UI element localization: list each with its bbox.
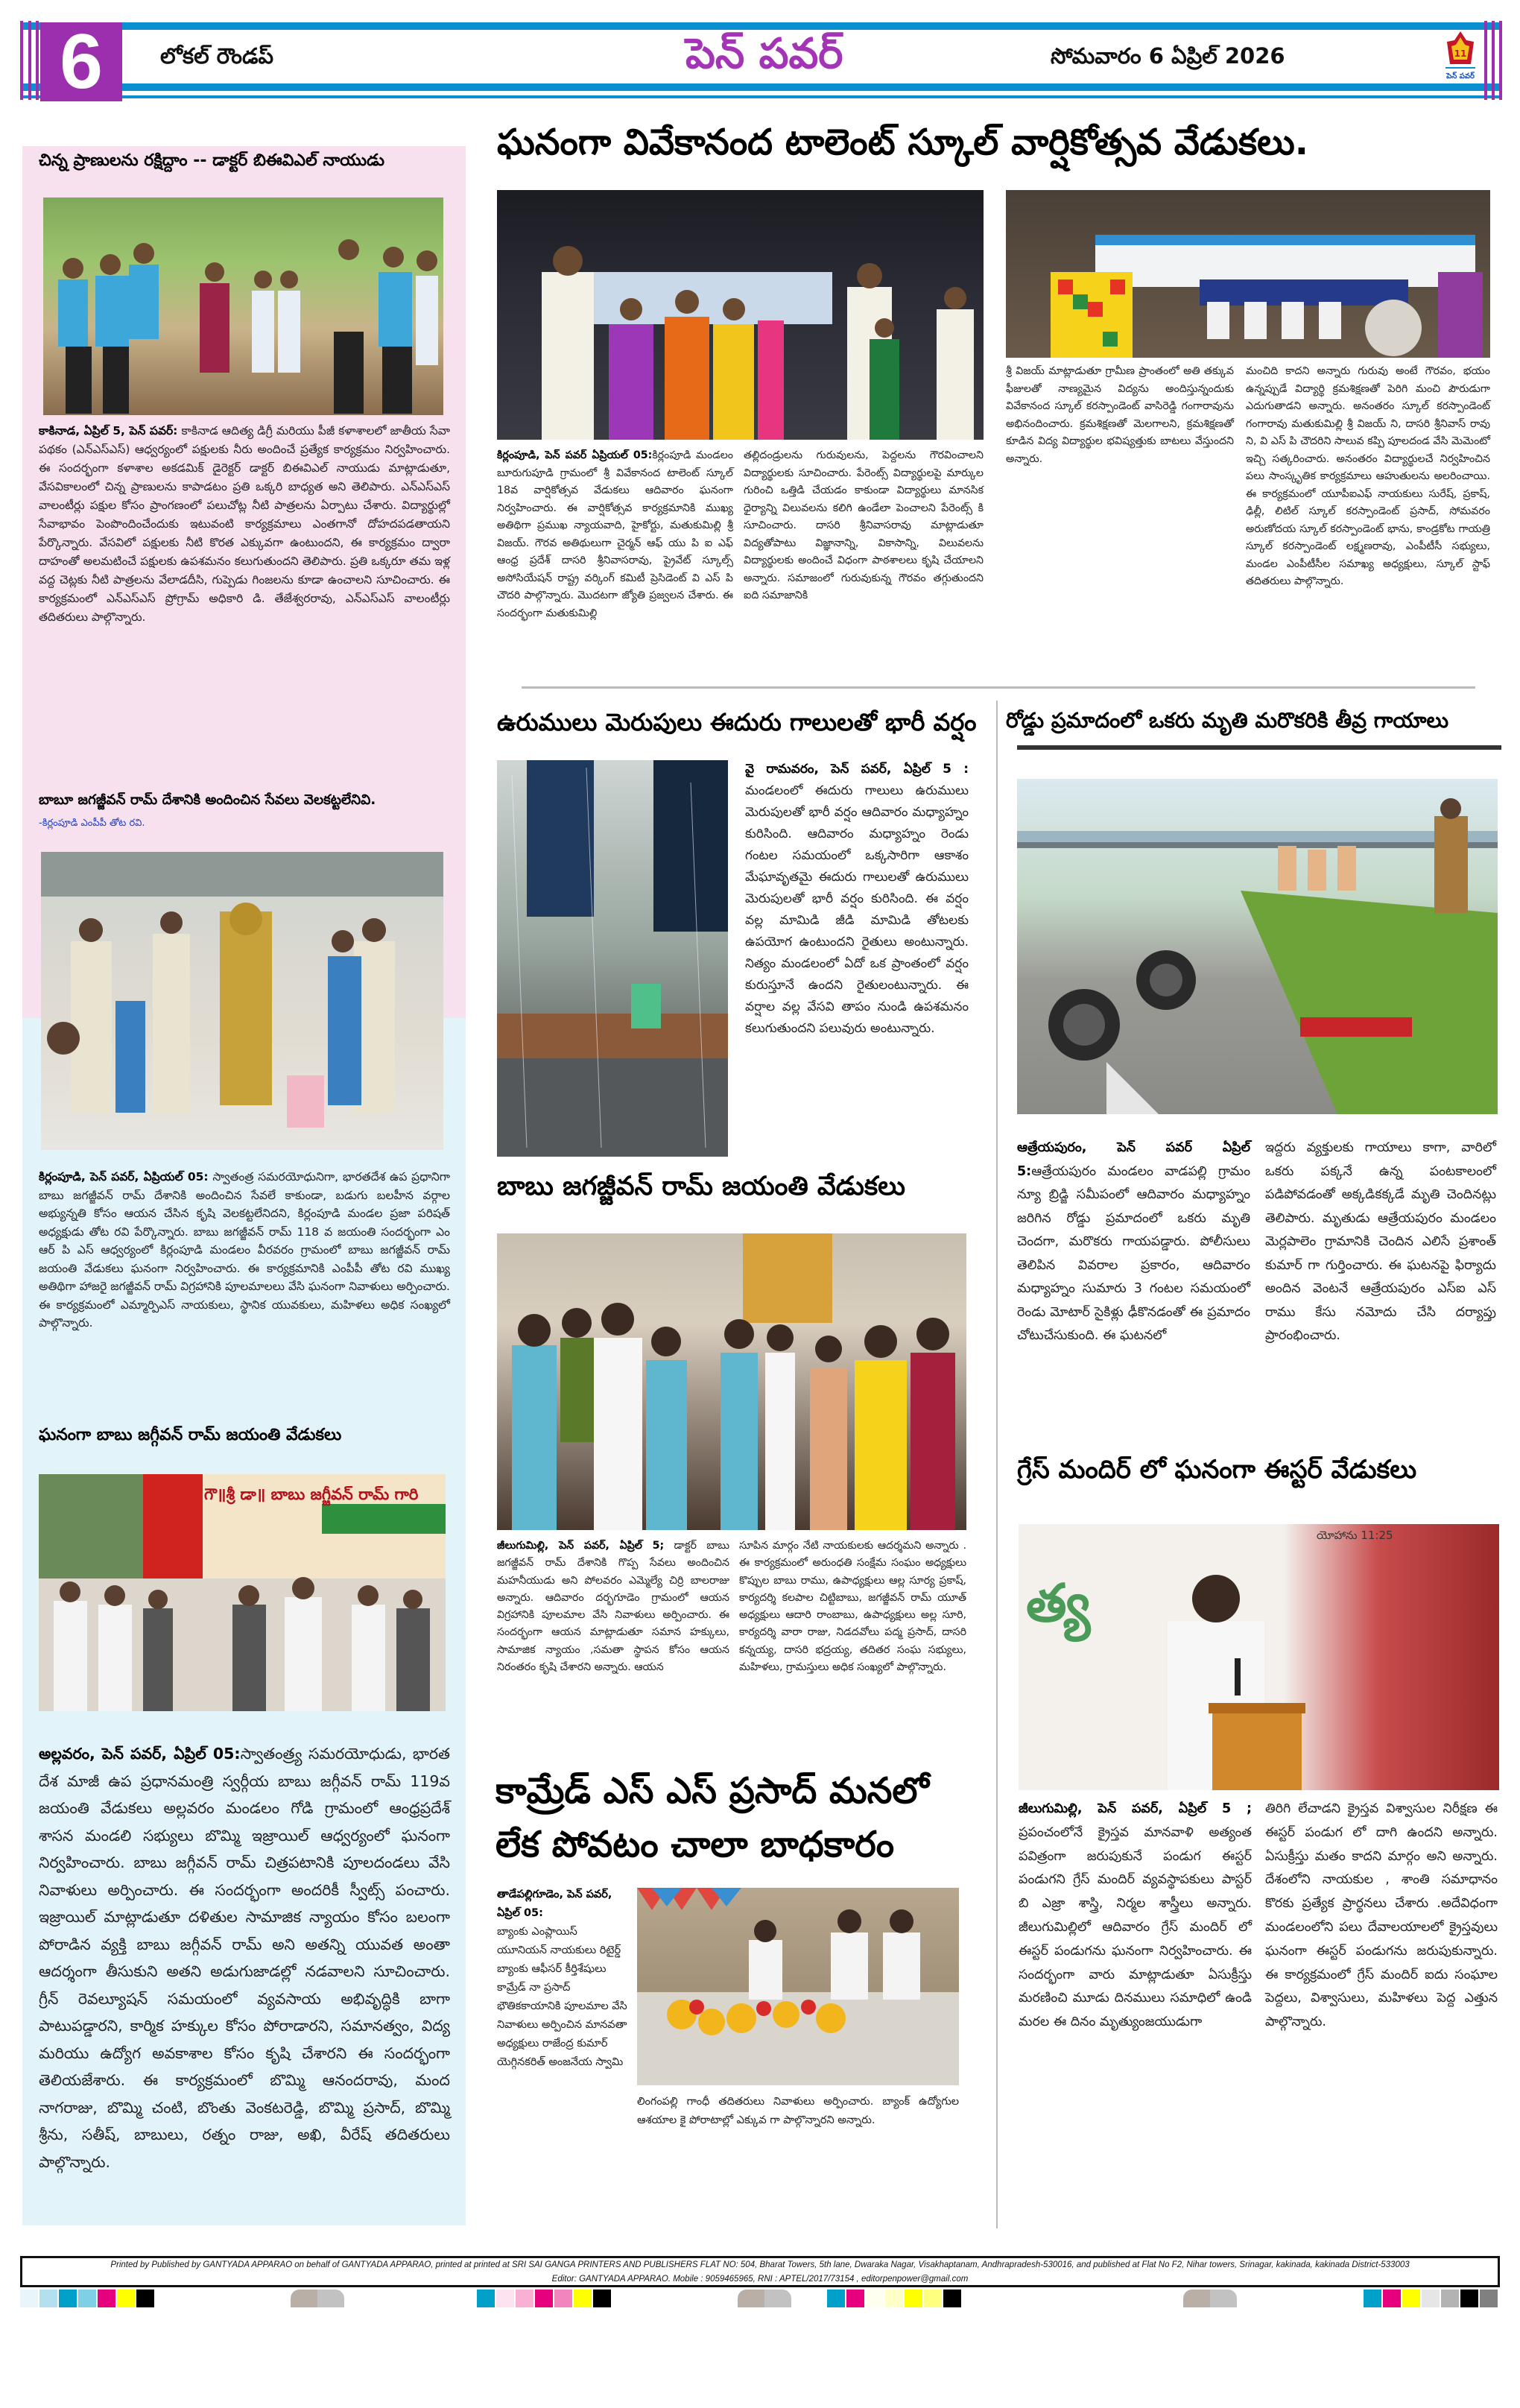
stage-dignitaries-icon: [1006, 190, 1490, 358]
svg-text:11: 11: [1454, 48, 1467, 59]
header-left-rule: [20, 21, 23, 100]
article-body-col2: [1265, 1137, 1496, 1348]
pastor-photo-icon: [1019, 1524, 1499, 1790]
newspaper-masthead: పెన్ పవర్: [685, 30, 843, 78]
color-swatch: [136, 2290, 154, 2307]
photo-accident-illustration: [1017, 779, 1498, 1114]
photo-banner-text: యోహాను 11:25: [1317, 1529, 1393, 1542]
article-body-col1: [1017, 1137, 1250, 1348]
photo-jayanthi-group: [497, 1233, 966, 1530]
article-text: శ్రీ విజయ్ మాట్లాడుతూ గ్రామీణ ప్రాంతంలో అతి తక్కువ ఫీజులతో నాణ్యమైన విద్యను అందిస్తున్నందుకు వివేకానంద స్కూల్ కరస్పాండెంట్ వాసిరెడ్డి గంగారావును అభినందించారు. క్రమశిక్షణతో మెలగాలని, క్రమశిక్షణతో కూడిన విద్య విద్యార్థుల భవిష్యత్తుకు బాటలు వేస్తుందని అన్నారు.: [1006, 365, 1234, 465]
color-swatch: [1441, 2290, 1459, 2307]
article-body-col2: [744, 447, 984, 605]
article-text: తిరిగి లేచాడని క్రైస్తవ విశ్వాసుల నిరీక్షణ ఈ ఈస్టర్ పండుగ లో దాగి ఉందని అన్నారు. ఏసుక్రీస్తు మతం కాదని మార్గం అని అన్నారు. దేశంలోని నాయకుల , శాంతి సమాధానం కొరకు ప్రత్యేక ప్రార్థనలు చేశారు .అదేవిధంగా మండలంలోని పలు దేవాలయాలలో క్రైస్తవులు ఘనంగా ఈస్టర్ పండుగను జరుపుకున్నారు. ఈ కార్యక్రమంలో గ్రేస్ మందిర్ ఐదు సంఘాల పెద్దలు, విశ్వాసులు, మహిళలు పెద్ద ఎత్తున పాల్గొన్నారు.: [1265, 1801, 1498, 2030]
color-swatch: [846, 2290, 864, 2307]
header-left-rule: [28, 21, 31, 100]
article-body-col2: [739, 1538, 966, 1676]
header-bottom-rule: [20, 95, 1500, 98]
section-divider: [522, 686, 1475, 689]
color-swatch: [78, 2290, 96, 2307]
photo-school-stage-children: [497, 190, 984, 440]
imprint-line-2: Editor: GANTYADA APPARAO. Mobile : 9059465965, RNI : APTEL/2017/73154 , editorpenpower@gmail.com: [551, 2275, 969, 2284]
article-text: ఆత్రేయపురం మండలం వాడపల్లి గ్రామం న్యూ బ్రిడ్జి సమీపంలో ఆదివారం మధ్యాహ్నం జరిగిన రోడ్డు ప్రమాదంలో ఒకరు మృతి చెందగా, మరొకరు గాయపడ్డారు. పోలీసులు తెలిపిన వివరాల ప్రకారం, ఆదివారం మధ్యాహ్నం సుమారు 3 గంటల సమయంలో రెండు మోటార్ సైకిళ్లు ఢీకొనడంతో ఈ ప్రమాదం చోటుచేసుకుంది. ఈ ఘటనలో: [1017, 1163, 1250, 1343]
photo-easter-pastor: [1019, 1524, 1499, 1790]
article-text: స్వాతంత్ర్య సమరయోధుడు, భారత దేశ మాజీ ఉప ప్రధానమంత్రి స్వర్గీయ బాబు జగ్గీవన్ రామ్ 119వ జయంతి వేడుకలు అల్లవరం మండలం గోడి గ్రామంలో ఆంధ్రప్రదేశ్ శాసన మండలి సభ్యులు బొమ్మి ఇజ్రాయిల్ ఆధ్వర్యంలో ఘనంగా నిర్వహించారు. బాబు జగ్గీవన్ రామ్ చిత్రపటానికి పూలదండలు వేసి నివాళులు అర్పించారు. ఈ సందర్భంగా అందరికీ స్వీట్స్ పంచారు. ఇజ్రాయిల్ మాట్లాడుతూ దళితుల సామాజిక న్యాయం కోసం బలంగా పోరాడిన వ్యక్తి బాబు జగ్గీవన్ రామ్ అని అతన్ని యువత అంతా ఆదర్శంగా తీసుకుని అతని అడుగుజాడల్లో నడవాలని సూచించారు. గ్రీన్ రెవల్యూషన్ సమయంలో వ్యవసాయ అభివృద్ధికి బాగా పాటుపడ్డారని, కార్మిక హక్కుల కోసం పోరాడారని, సమానత్వం, విద్య మరియు ఉద్యోగ అవకాశాల కోసం కృషి చేశారని ఈ సందర్భంగా తెలియజేశారు. ఈ కార్యక్రమంలో బొమ్మి ఆనందరావు, మంద నాగరాజు, బొమ్మి చంటి, బొంతు వెంకటరెడ్డి, బొమ్మి ప్రసాద్, బొమ్మి శ్రీను, సతీష్, బాబులు, రత్నం రాజు, అఖి, వీరేష్ తదితరులు పాల్గొన్నారు.: [39, 1745, 450, 2171]
article-body: [497, 1886, 627, 2072]
article-text: ప్రపంచంలోనే క్రైస్తవ మానవాళి అత్యంత పవిత్రంగా జరుపుకునే పండుగ ఈస్టర్ పండుగని గ్రేస్ మందిర్ వ్యవస్థాపకులు పాస్టర్ బి ఎజ్రా శాస్త్రి, నిర్మల శాస్త్రీలు అన్నారు. జీలుగుమిల్లిలో ఆదివారం గ్రేస్ మందిర్ లో ఈస్టర్ పండుగను ఘనంగా నిర్వహించారు. ఈ సందర్భంగా వారు మాట్లాడుతూ ఏసుక్రీస్తు మరణించి మూడు దినములు సమాధిలో ఉండి మరల ఈ దినం మృత్యుంజయుడుగా: [1019, 1824, 1252, 2030]
photo-jagjivan-statue: [41, 852, 443, 1150]
header-left-rule: [36, 21, 39, 100]
photo-comrade-tribute: [637, 1888, 959, 2085]
article-text: కాకినాడ ఆదిత్య డిగ్రీ మరియు పీజీ కళాశాలలో జాతీయ సేవా పథకం (ఎన్ఎస్ఎస్) ఆధ్వర్యంలో పక్షులకు నీరు అందించే ప్రత్యేక కార్యక్రమం నిర్వహించారు. ఈ సందర్భంగా కళాశాల అకడమిక్ డైరెక్టర్ డాక్టర్ బిఈవిఎల్ నాయుడు మాట్లాడుతూ, వేసవికాలంలో చిన్న ప్రాణులను కాపాడటం ప్రతి ఒక్కరి బాధ్యత అని తెలిపారు. ఎన్ఎస్ఎస్ వాలంటీర్లు పక్షుల కోసం ప్రాంగణంలో పలుచోట్ల నీటి పాత్రలను ఏర్పాటు చేశారు. విద్యార్థుల్లో సేవాభావం పెంపొందించేందుకు ఇటువంటి కార్యక్రమాలు ఎంతగానో దోహదపడతాయని పేర్కొన్నారు. వేసవిలో పక్షులకు నీటి కొరత ఎక్కువగా ఉంటుందని, ఈ కార్యక్రమం ద్వారా దాహంతో అలమటించే పక్షులకు ఉపశమనం కలుగుతుందని తెలిపారు. ప్రతి ఒక్కరూ తమ ఇళ్ల వద్ద చెట్లకు నీటి పాత్రలను వేలాడదీసి, గుప్పెడు గింజలను కూడా ఉంచాలని సూచించారు. ఈ కార్యక్రమంలో ఎన్ఎస్ఎస్ ప్రోగ్రామ్ అధికారి డి. తేజేశ్వరరావు, ఎన్ఎస్ఎస్ వాలంటీర్లు తదితరులు పాల్గొన్నారు.: [39, 424, 450, 624]
article-body: [745, 759, 969, 1040]
issue-date: సోమవారం 6 ఏప్రిల్ 2026: [1051, 43, 1285, 69]
article-dateline: తాడేపల్లిగూడెం, పెన్ పవర్, ఏప్రిల్ 05:: [497, 1889, 612, 1919]
photo-rain: [497, 760, 728, 1157]
imprint-footer: [20, 2256, 1500, 2287]
article-body-col1: [1019, 1798, 1252, 2035]
article-dateline: జీలుగుమిల్లి, పెన్ పవర్, ఏప్రిల్ 5 ;: [1019, 1801, 1252, 1816]
color-swatch: [477, 2290, 495, 2307]
article-body-tail: [637, 2093, 959, 2130]
article-text: తల్లిదండ్రులను గురువులను, పెద్దలను గౌరవించాలని విద్యార్థులకు సూచించారు. పేరెంట్స్ విద్యార్థులపై మార్కుల గురించి ఒత్తిడి చేయడం కాకుండా విద్యార్థులు మానసిక ధైర్యాన్ని విలువలను కలిగి ఉండేలా పెంచాలని పేరెంట్స్ కి సూచించారు. దాసరి శ్రీనివాసరావు మాట్లాడుతూ విద్యతోపాటు విజ్ఞానాన్ని, వికాసాన్ని, విలువలను విద్యార్థులకు అందించే విధంగా పాఠశాలలు కృషి చేయాలని అన్నారు. సమాజంలో గురువుకున్న గౌరవం తగ్గుతుందని ఐది సమాజానికి: [744, 449, 984, 601]
rain-photo-icon: [497, 760, 728, 1157]
article-headline: ఘనంగా బాబు జగ్గీవన్ రామ్ జయంతి వేడుకలు: [39, 1426, 342, 1444]
statue-photo-icon: [41, 852, 443, 1150]
article-headline-line2: లేక పోవటం చాలా బాధకారం: [495, 1824, 895, 1865]
color-swatch: [117, 2290, 135, 2307]
article-body: [39, 422, 450, 627]
article-body-col1: [497, 447, 733, 622]
article-text: కిర్లంపూడి మండలం బూరుగుపూడి గ్రామంలో శ్రీ వివేకానంద టాలెంట్ స్కూల్ 18వ వార్షికోత్సవ వేడుకలు ఆదివారం ఘనంగా నిర్వహించారు. ఈ వార్షికోత్సవ కార్యక్రమానికి ముఖ్య అతిథిగా ప్రముఖ న్యాయవాది, హైకోర్టు, మతుకుమిల్లి శ్రీ విజయ్. గౌరవ అతిథులుగా చైర్మన్ ఆఫ్ యు పి ఐ ఎఫ్ ఆంధ్ర ప్రదేశ్ దాసరి శ్రీనివాసరావు, ప్రైవేట్ స్కూల్స్ అసోసియేషన్ రాష్ట్ర వర్కింగ్ కమిటీ ప్రెసిడెంట్ వి ఎస్ పి చౌదరి పాల్గొన్నారు. మొదటగా జ్యోతి ప్రజ్వలన చేశారు. ఈ సందర్భంగా మతుకుమిల్లి: [497, 449, 733, 619]
color-swatch: [1364, 2290, 1381, 2307]
article-body-col4: [1246, 363, 1490, 591]
article-body-col3: [1006, 363, 1234, 468]
newspaper-logo: [1444, 30, 1477, 91]
color-swatch: [943, 2290, 961, 2307]
color-swatch: [1383, 2290, 1401, 2307]
photo-school-stage-dignitaries: [1006, 190, 1490, 358]
group-photo-icon: [497, 1233, 966, 1530]
color-swatch: [59, 2290, 77, 2307]
color-swatch: [885, 2290, 903, 2307]
logo-text: పెన్ పవర్: [1446, 72, 1475, 80]
accident-scene-icon: [1017, 779, 1498, 1114]
registration-mark: [291, 2290, 344, 2307]
article-body: [39, 1168, 450, 1333]
color-swatch: [20, 2290, 38, 2307]
color-swatch: [39, 2290, 57, 2307]
photo-nss-students: [43, 197, 443, 415]
imprint-line-1: Printed by Published by GANTYADA APPARAO on behalf of GANTYADA APPARAO, printed at printed at SRI SAI GANGA PRINTERS AND PUBLISHERS FLAT NO: 504, Bharat Towers, 5th lane, Dwaraka Nagar, Visakhaptanam, Andhrapradesh-530016, and published at Flat No F2, Nihar towers, Srinagar, kakinada, kakinada District-533003: [110, 2260, 1410, 2269]
article-dateline: అల్లవరం, పెన్ పవర్, ఏప్రిల్ 05:: [39, 1745, 241, 1763]
color-swatch: [1480, 2290, 1498, 2307]
article-dateline: కిర్లంపూడి, పెన్ పవర్, ఏప్రియల్ 05:: [39, 1170, 209, 1184]
article-headline: చిన్న ప్రాణులను రక్షిద్దాం -- డాక్టర్ బిఈవిఎల్ నాయుడు: [39, 151, 384, 170]
stage-photo-icon: [497, 190, 984, 440]
article-text: డాక్టర్ బాబు జగజ్జీవన్ రామ్ దేశానికి గొప్ప సేవలు అందించిన మహనీయుడు అని పోలవరం ఎమ్మెల్యే చిర్రి బాలరాజు అన్నారు. ఆదివారం దర్భగూడెం గ్రామంలో ఆయన విగ్రహానికి పూలమాల వేసి నివాళులు అర్పించారు. ఈ సందర్భంగా ఆయన మాట్లాడుతూ సమాన హక్కులు, సామాజిక న్యాయం ,సమతా స్థాపన కోసం ఆయన నిరంతరం కృషి చేశారని అన్నారు. ఆయన: [497, 1540, 729, 1674]
color-swatch: [1460, 2290, 1478, 2307]
headline-rule: [1017, 745, 1501, 750]
banner-photo-icon: [39, 1474, 446, 1711]
section-title: లోకల్ రౌండప్: [160, 43, 274, 69]
header-right-rule: [1499, 21, 1502, 100]
article-text: మంచిది కాదని అన్నారు గురువు అంటే గౌరవం, భయం ఉన్నప్పుడే విద్యార్థి క్రమశిక్షణతో పెరిగి మంచి పౌరుడుగా ఎదుగుతాడని అన్నారు. అనంతరం స్కూల్ కరస్పాండెంట్ గంగారావు మతుకుమిల్లి శ్రీ విజయ్ ని, దాసరి శ్రీనివాస్ రావు ని, వి ఎస్ పి చౌదరిని సాలువ కప్పి పూలదండ వేసి మెమెంటో ఇచ్చి సత్కరించారు. అనంతరం విద్యార్థులచే నిర్వహించిన పలు సాంస్కృతిక కార్యక్రమాలు ఆహుతులను అలరించాయి. ఈ కార్యక్రమంలో యూపీఐఎఫ్ నాయకులు సురేష్, ప్రకాష్, ఢిల్లీ, లిటిల్ స్కూల్ కరస్పాండెంట్ ప్రసాద్, సోమవరం అరుణోదయ స్కూల్ కరస్పాండెంట్ భాను, కాండ్రకోట గాయత్రి స్కూల్ కరస్పాండెంట్ లక్ష్మణరావు, ఎంపీటీసీ సభ్యులు, మండల ఎంపీటీసీల సమాఖ్య అధ్యక్షులు, స్కూల్ స్టాఫ్ తదితరులు పాల్గొన్నారు.: [1246, 365, 1490, 587]
color-swatch: [516, 2290, 533, 2307]
color-swatch: [593, 2290, 611, 2307]
photo-banner-text: గౌ॥శ్రీ డా॥ బాబు జగ్జీవన్ రామ్ గారి: [204, 1485, 419, 1503]
main-headline: ఘనంగా వివేకానంద టాలెంట్ స్కూల్ వార్షికోత్సవ వేడుకలు.: [497, 121, 1308, 163]
color-swatch: [496, 2290, 514, 2307]
header-top-band: [20, 22, 1500, 30]
header-right-rule: [1484, 21, 1487, 100]
registration-mark: [1183, 2290, 1237, 2307]
tribute-photo-icon: [637, 1888, 959, 2085]
article-text: మండలంలో ఈదురు గాలులు ఉరుములు మెరుపులతో భారీ వర్షం ఆదివారం మధ్యాహ్నం కురిసింది. ఆదివారం మధ్యాహ్నం రెండు గంటల సమయంలో ఒక్కసారిగా ఆకాశం మేఘావృతమై ఈదురు గాలులతో ఉరుములు మెరుపులతో భారీ వర్షం కురిసింది. ఈ వర్షం వల్ల మామిడి జీడి మామిడి తోటలకు ఉపయోగ ఉంటుందని రైతులు అంటున్నారు. నిత్యం మండలంలో ఏదో ఒక ప్రాంతంలో వర్షం కురుస్తూనే ఉందని రైతులంటున్నారు. ఈ వర్షాల వల్ల వేసవి తాపం నుండి ఉపశమనం కలుగుతుందని పలువురు అంటున్నారు.: [745, 783, 969, 1036]
article-headline: రోడ్డు ప్రమాదంలో ఒకరు మృతి మరొకరికి తీవ్ర గాయాలు: [1006, 708, 1449, 733]
color-swatch: [535, 2290, 553, 2307]
group-photo-icon: [43, 197, 443, 415]
article-text: లింగంపల్లి గాంధీ తదితరులు నివాళులు అర్పించారు. బ్యాంక్ ఉద్యోగుల ఆశయాల కై పోరాటాల్లో ఎక్కువ గా పాల్గొన్నారని అన్నారు.: [637, 2096, 959, 2126]
page-number: 6: [40, 22, 122, 101]
color-swatch: [866, 2290, 884, 2307]
article-headline-line1: కామ్రేడ్ ఎస్ ఎస్ ప్రసాద్ మనలో: [495, 1770, 929, 1812]
color-swatch: [554, 2290, 572, 2307]
article-text: బ్యాంకు ఎంప్లాయిస్ యూనియన్ నాయకులు రిటైర్డ్ బ్యాంకు ఆఫీసర్ కీర్తిశేషులు కామ్రేడ్ నా ప్రసాద్ భౌతికకాయానికి పూలమాల వేసి నివాళులు అర్పించిన మానవతా అధ్యక్షులు రాజేంద్ర కుమార్ యెగ్గినకరిత్ అంజనేయ స్వామి: [497, 1926, 627, 2068]
article-dateline: ఆత్రేయపురం, పెన్ పవర్ ఏప్రిల్ 5:: [1017, 1140, 1250, 1179]
article-text: సూపిన మార్గం నేటి నాయకులకు ఆదర్శమని అన్నారు . ఈ కార్యక్రమంలో అరుంధతి సంక్షేమ సంఘం అధ్యక్షులు కొప్పుల బాబు రాము, ఉపాధ్యక్షులు ఆల్ల సూర్య ప్రకాష్, కార్యదర్శి కలపాల చిట్టిబాబు, జగజ్జీవన్ రామ్ యూత్ అధ్యక్షులు ఆదారి రాంబాబు, ఉపాధ్యక్షులు అల్ల సూరి, కార్యదర్శి వారా రాజు, నిడదవోలు పద్మ ప్రసాద్, దాసరి కన్నయ్య, దాసరి భద్రయ్య, తదితర సంఘ సభ్యులు, మహిళలు, గ్రామస్తులు అధిక సంఖ్యలో పాల్గొన్నారు.: [739, 1540, 966, 1674]
article-subhead: -కిర్లంపూడి ఎంపీపీ తోట రవి.: [39, 818, 145, 829]
color-swatch: [924, 2290, 942, 2307]
article-body-col1: [497, 1538, 729, 1676]
article-body: [39, 1740, 450, 2175]
article-headline: ఉరుములు మెరుపులు ఈదురు గాలులతో భారీ వర్షం: [497, 708, 977, 736]
color-swatch: [574, 2290, 592, 2307]
color-swatch: [1402, 2290, 1420, 2307]
color-swatch: [1422, 2290, 1440, 2307]
photo-allavaram-event: [39, 1474, 446, 1711]
registration-mark: [738, 2290, 791, 2307]
color-swatch: [827, 2290, 845, 2307]
article-dateline: వై రామవరం, పెన్ పవర్, ఏప్రిల్ 5 :: [745, 762, 969, 777]
column-divider: [996, 701, 998, 2228]
article-text: ఇద్దరు వ్యక్తులకు గాయాలు కాగా, వారిలో ఒకరు పక్కనే ఉన్న పంటకాలంలో పడిపోవడంతో అక్కడికక్కడే మృతి చెందినట్లు తెలిపారు. మృతుడు ఆత్రేయపురం మండలం మెర్లపాలెం గ్రామానికి చెందిన ఎలిసే ప్రశాంత్ కుమార్ గా గుర్తించారు. ఈ ఘటనపై ఫిర్యాదు అందిన వెంటనే ఆత్రేయపురం ఎస్ఐ ఎస్ రాము కేసు నమోదు చేసి దర్యాప్తు ప్రారంభించారు.: [1265, 1140, 1496, 1343]
article-dateline: కిర్లంపూడి, పెన్ పవర్ ఏప్రియల్ 05:: [497, 449, 653, 461]
article-text: స్వాతంత్ర సమరయోధునిగా, భారతదేశ ఉప ప్రధానిగా బాబు జగజ్జీవన్ రామ్ దేశానికి అందించిన సేవలే కాకుండా, బడుగు బలహీన వర్గాల అభ్యున్నతి కోసం ఆయన చేసిన కృషి వెలకట్టలేనిదని, కిర్లంపూడి మండల ప్రజా పరిషత్ అధ్యక్షుడు తోట రవి పేర్కొన్నారు. బాబు జగజ్జీవన్ రామ్ 118 వ జయంతి సందర్భంగా ఎం ఆర్ పి ఎస్ ఆధ్వర్యంలో కిర్లంపూడి మండలం వీరవరం గ్రామంలో బాబు జగజ్జీవన్ రామ్ జయంతి వేడుకలు ఘనంగా నిర్వహించారు. ఈ కార్యక్రమానికి ఎంపీపీ తోట రవి ముఖ్య అతిథిగా హాజరై జగజ్జీవన్ రామ్ విగ్రహానికి పూలమాలలు వేసి ఘనంగా నివాళులు అర్పించారు. ఈ కార్యక్రమంలో ఎమ్మార్పిఎస్ నాయకులు, స్థానిక యువకులు, మహిళలు అధిక సంఖ్యలో పాల్గొన్నారు.: [39, 1170, 450, 1330]
article-dateline: కాకినాడ, ఏప్రిల్ 5, పెన్ పవర్:: [39, 424, 178, 437]
svg-text:త్య: త్య: [1026, 1573, 1091, 1634]
article-headline: బాబూ జగజ్జీవన్ రామ్ దేశానికి అందించిన సేవలు వెలకట్టలేనివి.: [39, 792, 376, 808]
color-swatch: [98, 2290, 115, 2307]
article-dateline: జీలుగుమిల్లి, పెన్ పవర్, ఏప్రిల్ 5;: [497, 1540, 665, 1552]
article-headline: బాబు జగజ్జీవన్ రామ్ జయంతి వేడుకలు: [497, 1172, 906, 1201]
header-right-rule: [1492, 21, 1495, 100]
article-body-col2: [1265, 1798, 1498, 2035]
article-headline: గ్రేస్ మందిర్ లో ఘనంగా ఈస్టర్ వేడుకలు: [1017, 1455, 1417, 1485]
color-swatch: [905, 2290, 922, 2307]
